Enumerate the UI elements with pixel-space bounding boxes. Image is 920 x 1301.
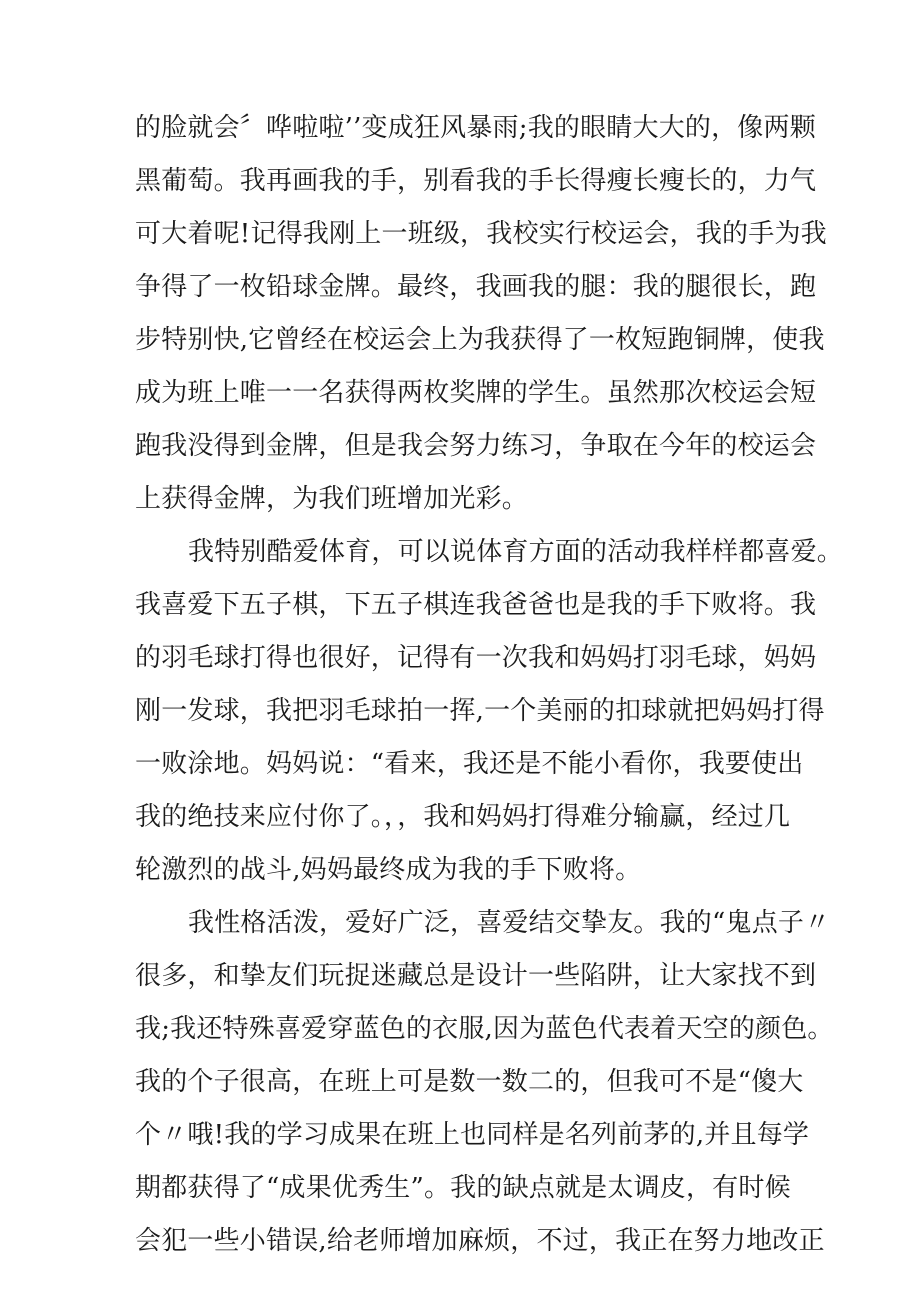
text-line: 的脸就会〞哗啦啦’’变成狂风暴雨;我的眼睛大大的，像两颗 <box>135 113 816 143</box>
text-line: 上获得金牌，为我们班增加光彩。 <box>135 484 529 514</box>
text-line: 会犯一些小错误,给老师增加麻烦，不过，我正在努力地改正 <box>135 1226 825 1256</box>
text-line: 我;我还特殊喜爱穿蓝色的衣服,因为蓝色代表着天空的颜色。 <box>135 1014 834 1044</box>
text-line: 跑我没得到金牌，但是我会努力练习，争取在今年的校运会 <box>135 431 817 461</box>
text-line: 的羽毛球打得也很好，记得有一次我和妈妈打羽毛球，妈妈 <box>135 643 817 673</box>
text-line: 我的个子很高，在班上可是数一数二的，但我可不是“傻大 <box>135 1067 804 1097</box>
text-line: 很多，和挚友们玩捉迷藏总是设计一些陷阱，让大家找不到 <box>135 961 817 991</box>
text-line: 刚一发球，我把羽毛球拍一挥,一个美丽的扣球就把妈妈打得 <box>135 696 825 726</box>
text-line: 一败涂地。妈妈说：“看来，我还是不能小看你，我要使出 <box>135 749 804 779</box>
text-line: 我喜爱下五子棋，下五子棋连我爸爸也是我的手下败将。我 <box>135 590 817 620</box>
text-line: 步特别快,它曾经在校运会上为我获得了一枚短跑铜牌，使我 <box>135 325 825 355</box>
text-line: 轮激烈的战斗,妈妈最终成为我的手下败将。 <box>135 855 642 885</box>
text-line: 可大着呢!记得我刚上一班级，我校实行校运会，我的手为我 <box>135 219 827 249</box>
text-line: 我特别酷爱体育，可以说体育方面的活动我样样都喜爱。 <box>188 537 844 567</box>
text-line: 成为班上唯一一名获得两枚奖牌的学生。虽然那次校运会短 <box>135 378 817 408</box>
text-line: 我的绝技来应付你了。，，我和妈妈打得难分输赢，经过几 <box>135 802 791 832</box>
text-line: 黑葡萄。我再画我的手，别看我的手长得瘦长瘦长的，力气 <box>135 166 817 196</box>
text-line: 我性格活泼，爱好广泛，喜爱结交挚友。我的“鬼点子〃 <box>188 908 831 938</box>
text-line: 个〃哦!我的学习成果在班上也同样是名列前茅的,并且每学 <box>135 1120 810 1150</box>
text-line: 期都获得了“成果优秀生”。我的缺点就是太调皮，有时候 <box>135 1173 791 1203</box>
text-line: 争得了一枚铅球金牌。最终，我画我的腿：我的腿很长，跑 <box>135 272 817 302</box>
